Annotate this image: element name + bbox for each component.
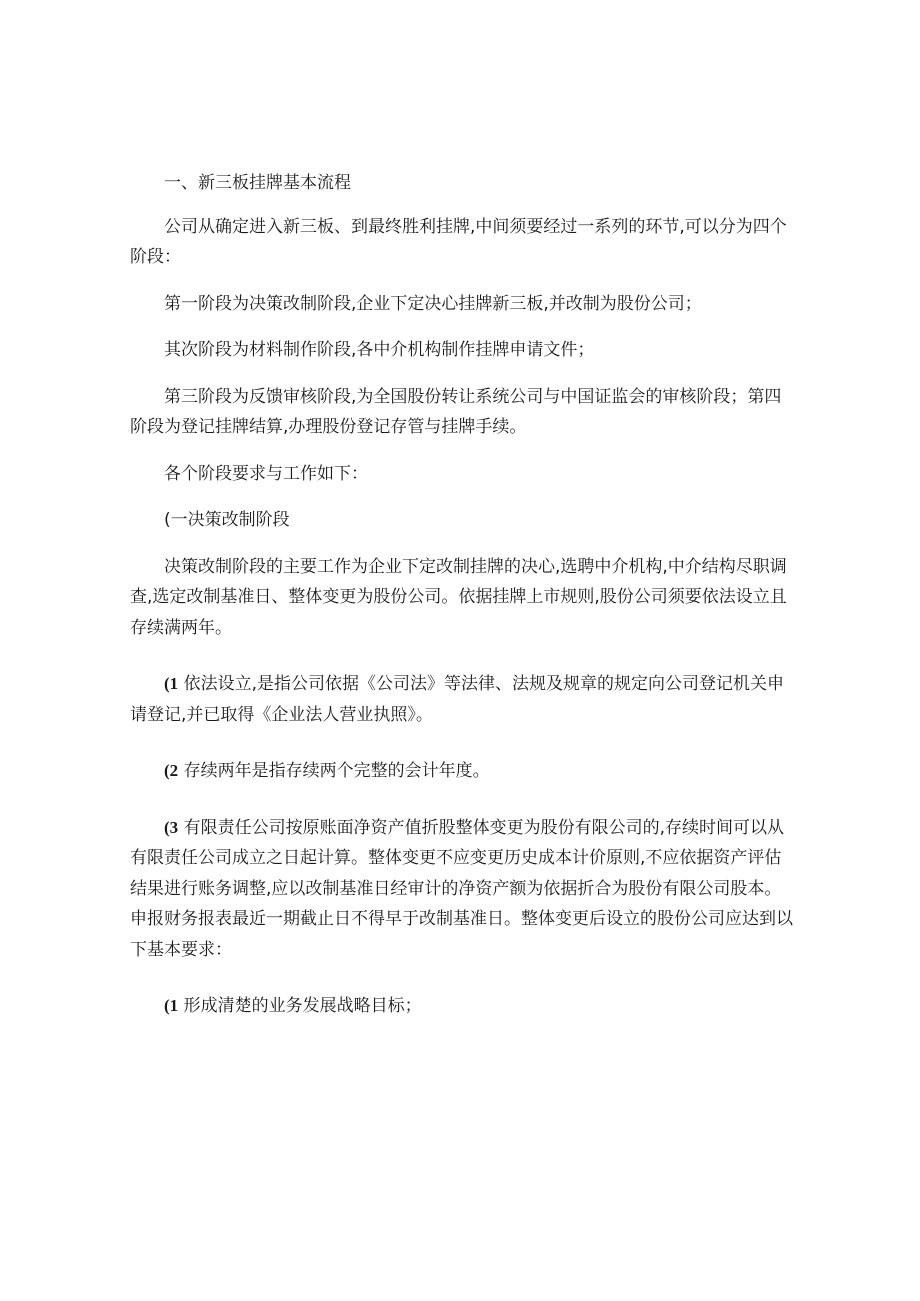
list-item-1 [130, 669, 795, 730]
list-item-3 [130, 813, 795, 966]
sub-list-item-1-text: 形成清楚的业务发展战略目标； [178, 996, 422, 1016]
sub-list-item-1-marker: (1 [164, 996, 179, 1015]
list-item-2 [130, 756, 795, 787]
list-item-1-text: 依法设立,是指公司依据《公司法》等法律、法规及规章的规定向公司登记机关申请登记,并已取得《企业法人营业执照》。 [130, 674, 784, 725]
subsection-body: 决策改制阶段的主要工作为企业下定改制挂牌的决心,选聘中介机构,中介结构尽职调查,选定改制基准日、整体变更为股份公司。依据挂牌上市规则,股份公司须要依法设立且存续满两年。 [130, 556, 787, 638]
sub-list-item-1 [130, 991, 795, 1022]
list-item-3-text: 有限责任公司按原账面净资产值折股整体变更为股份有限公司的,存续时间可以从有限责任公司成立之日起计算。整体变更不应变更历史成本计价原则,不应依据资产评估结果进行账务调整,应以改制基准日经审计的净资产额为依据折合为股份有限公司股本。申报财务报表最近一期截止日不得早于改制基准日。整体变更后设立的股份公司应达到以下基本要求： [130, 817, 793, 960]
document-body [130, 168, 795, 1022]
list-item-2-marker: (2 [164, 761, 179, 780]
list-item-2-text: 存续两年是指存续两个完整的会计年度。 [178, 761, 490, 781]
subsection-title: (一决策改制阶段 [164, 510, 290, 530]
list-item-1-marker: (1 [164, 674, 179, 693]
list-item-3-marker: (3 [164, 817, 179, 837]
section-title: 一、新三板挂牌基本流程 [164, 173, 351, 193]
stage-three-four-paragraph: 第三阶段为反馈审核阶段,为全国股份转让系统公司与中国证监会的审核阶段；第四阶段为登记挂牌结算,办理股份登记存管与挂牌手续。 [130, 386, 782, 437]
requirements-intro: 各个阶段要求与工作如下： [164, 463, 368, 484]
stage-two-paragraph: 其次阶段为材料制作阶段,各中介机构制作挂牌申请文件； [164, 340, 595, 360]
stage-one-paragraph: 第一阶段为决策改制阶段,企业下定决心挂牌新三板,并改制为股份公司； [164, 293, 702, 314]
intro-paragraph: 公司从确定进入新三板、到最终胜利挂牌,中间须要经过一系列的环节,可以分为四个阶段： [130, 216, 787, 267]
